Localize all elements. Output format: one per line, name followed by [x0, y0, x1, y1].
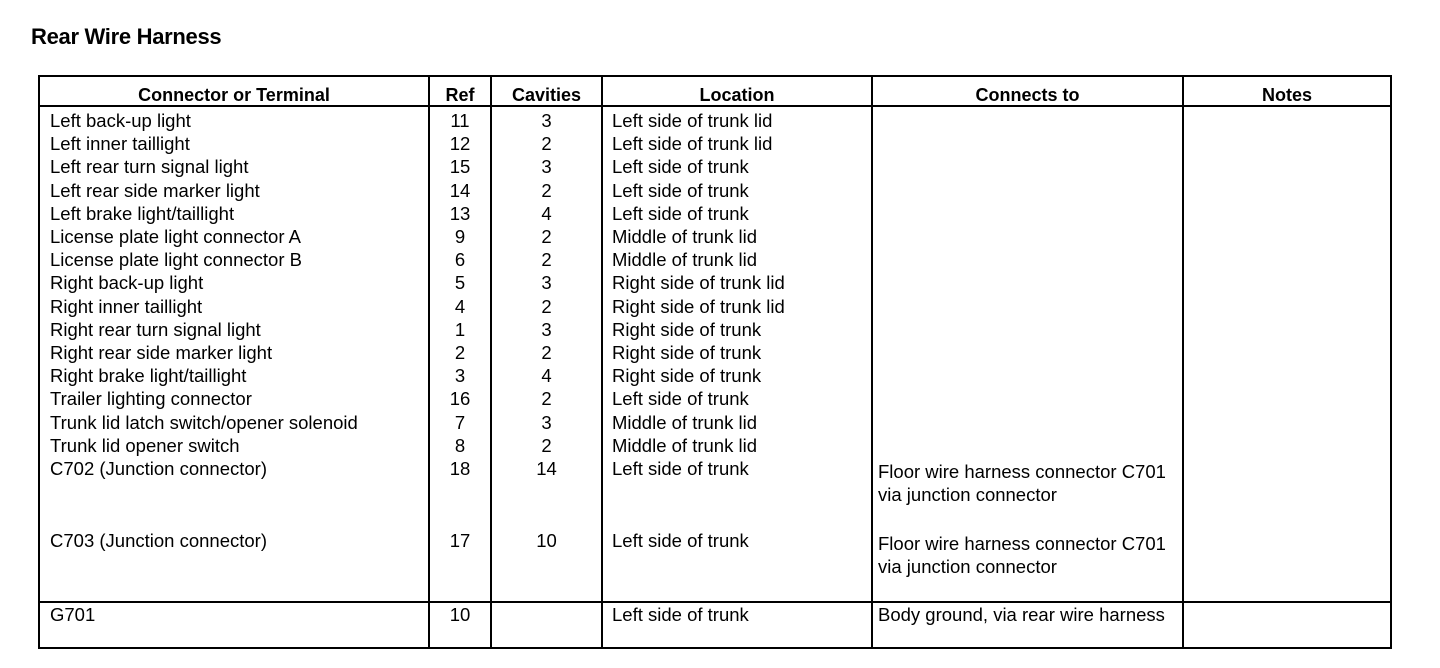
cell-connector: License plate light connector A [39, 225, 429, 248]
table-row [39, 106, 1391, 132]
cell-connects-to [872, 132, 1183, 155]
cell-connector: Trunk lid latch switch/opener solenoid [39, 411, 429, 434]
table-row [39, 341, 1391, 364]
column-header-connector: Connector or Terminal [39, 76, 429, 106]
cell-connects-to [872, 248, 1183, 271]
table-row [39, 132, 1391, 155]
cell-connector: G701 [39, 602, 429, 648]
cell-connects-to [872, 364, 1183, 387]
cell-cavities: 3 [491, 106, 602, 132]
cell-connects-to [872, 202, 1183, 225]
table-row [39, 318, 1391, 341]
cell-notes [1183, 387, 1391, 410]
cell-cavities: 4 [491, 364, 602, 387]
cell-location: Left side of trunk lid [602, 106, 872, 132]
cell-notes [1183, 529, 1391, 602]
cell-ref: 16 [429, 387, 491, 410]
cell-connector: License plate light connector B [39, 248, 429, 271]
table-row [39, 602, 1391, 648]
table-row [39, 179, 1391, 202]
cell-notes [1183, 364, 1391, 387]
cell-notes [1183, 602, 1391, 648]
cell-notes [1183, 225, 1391, 248]
table-row [39, 248, 1391, 271]
cell-connects-to [872, 387, 1183, 410]
column-header-ref: Ref [429, 76, 491, 106]
table-row [39, 434, 1391, 457]
cell-location: Right side of trunk [602, 364, 872, 387]
cell-notes [1183, 318, 1391, 341]
cell-ref: 5 [429, 271, 491, 294]
cell-cavities: 2 [491, 295, 602, 318]
cell-cavities: 2 [491, 387, 602, 410]
cell-cavities: 3 [491, 318, 602, 341]
table-row [39, 364, 1391, 387]
cell-ref: 17 [429, 529, 491, 602]
table-row [39, 225, 1391, 248]
table-row [39, 295, 1391, 318]
cell-cavities: 3 [491, 411, 602, 434]
cell-connects-to: Floor wire harness connector C701 via junction connector [872, 457, 1183, 529]
cell-cavities: 2 [491, 225, 602, 248]
cell-ref: 14 [429, 179, 491, 202]
cell-connector: Right rear side marker light [39, 341, 429, 364]
cell-connects-to [872, 155, 1183, 178]
table-row [39, 457, 1391, 529]
table-row [39, 529, 1391, 602]
cell-notes [1183, 155, 1391, 178]
cell-connects-to [872, 411, 1183, 434]
cell-connects-to: Body ground, via rear wire harness [872, 602, 1183, 648]
cell-notes [1183, 434, 1391, 457]
cell-location: Middle of trunk lid [602, 411, 872, 434]
cell-cavities: 2 [491, 248, 602, 271]
table-row [39, 411, 1391, 434]
cell-location: Middle of trunk lid [602, 225, 872, 248]
cell-connector: Right inner taillight [39, 295, 429, 318]
table-row [39, 387, 1391, 410]
cell-cavities: 4 [491, 202, 602, 225]
column-header-cavities: Cavities [491, 76, 602, 106]
cell-connector: Left rear side marker light [39, 179, 429, 202]
cell-notes [1183, 106, 1391, 132]
cell-location: Left side of trunk lid [602, 132, 872, 155]
cell-notes [1183, 411, 1391, 434]
cell-ref: 6 [429, 248, 491, 271]
column-header-location: Location [602, 76, 872, 106]
cell-ref: 13 [429, 202, 491, 225]
cell-ref: 10 [429, 602, 491, 648]
cell-location: Middle of trunk lid [602, 248, 872, 271]
cell-connects-to [872, 271, 1183, 294]
cell-location: Left side of trunk [602, 387, 872, 410]
cell-notes [1183, 271, 1391, 294]
cell-notes [1183, 179, 1391, 202]
cell-cavities: 3 [491, 271, 602, 294]
cell-connector: Trunk lid opener switch [39, 434, 429, 457]
cell-location: Middle of trunk lid [602, 434, 872, 457]
cell-ref: 1 [429, 318, 491, 341]
cell-ref: 18 [429, 457, 491, 529]
cell-connector: Left rear turn signal light [39, 155, 429, 178]
cell-connects-to: Floor wire harness connector C701 via junction connector [872, 529, 1183, 602]
cell-notes [1183, 202, 1391, 225]
cell-cavities: 2 [491, 341, 602, 364]
harness-table [38, 75, 1392, 649]
cell-location: Right side of trunk lid [602, 271, 872, 294]
cell-notes [1183, 341, 1391, 364]
table-header-row [39, 76, 1391, 106]
cell-cavities: 3 [491, 155, 602, 178]
cell-connects-to [872, 225, 1183, 248]
table-row [39, 271, 1391, 294]
cell-notes [1183, 132, 1391, 155]
cell-connector: C703 (Junction connector) [39, 529, 429, 602]
cell-connects-to [872, 318, 1183, 341]
cell-connects-to [872, 106, 1183, 132]
cell-ref: 2 [429, 341, 491, 364]
cell-cavities [491, 602, 602, 648]
cell-connects-to [872, 341, 1183, 364]
cell-ref: 8 [429, 434, 491, 457]
cell-cavities: 10 [491, 529, 602, 602]
cell-location: Left side of trunk [602, 457, 872, 529]
cell-ref: 12 [429, 132, 491, 155]
cell-ref: 7 [429, 411, 491, 434]
cell-connector: Trailer lighting connector [39, 387, 429, 410]
column-header-connects-to: Connects to [872, 76, 1183, 106]
cell-connector: Right rear turn signal light [39, 318, 429, 341]
cell-connector: Left brake light/taillight [39, 202, 429, 225]
cell-location: Right side of trunk [602, 318, 872, 341]
cell-location: Right side of trunk [602, 341, 872, 364]
cell-connects-to [872, 179, 1183, 202]
cell-notes [1183, 295, 1391, 318]
cell-cavities: 2 [491, 179, 602, 202]
cell-connector: Left inner taillight [39, 132, 429, 155]
cell-ref: 11 [429, 106, 491, 132]
cell-connector: Right back-up light [39, 271, 429, 294]
cell-location: Left side of trunk [602, 155, 872, 178]
cell-connector: Right brake light/taillight [39, 364, 429, 387]
cell-cavities: 14 [491, 457, 602, 529]
cell-location: Left side of trunk [602, 529, 872, 602]
table-body [39, 106, 1391, 648]
cell-location: Left side of trunk [602, 179, 872, 202]
table-row [39, 202, 1391, 225]
cell-connector: Left back-up light [39, 106, 429, 132]
table-row [39, 155, 1391, 178]
cell-ref: 15 [429, 155, 491, 178]
cell-ref: 9 [429, 225, 491, 248]
column-header-notes: Notes [1183, 76, 1391, 106]
cell-connector: C702 (Junction connector) [39, 457, 429, 529]
cell-cavities: 2 [491, 132, 602, 155]
cell-location: Left side of trunk [602, 602, 872, 648]
cell-connects-to [872, 295, 1183, 318]
cell-ref: 3 [429, 364, 491, 387]
page-title: Rear Wire Harness [31, 24, 222, 49]
cell-notes [1183, 248, 1391, 271]
cell-cavities: 2 [491, 434, 602, 457]
cell-notes [1183, 457, 1391, 529]
cell-connects-to [872, 434, 1183, 457]
cell-ref: 4 [429, 295, 491, 318]
cell-location: Right side of trunk lid [602, 295, 872, 318]
cell-location: Left side of trunk [602, 202, 872, 225]
